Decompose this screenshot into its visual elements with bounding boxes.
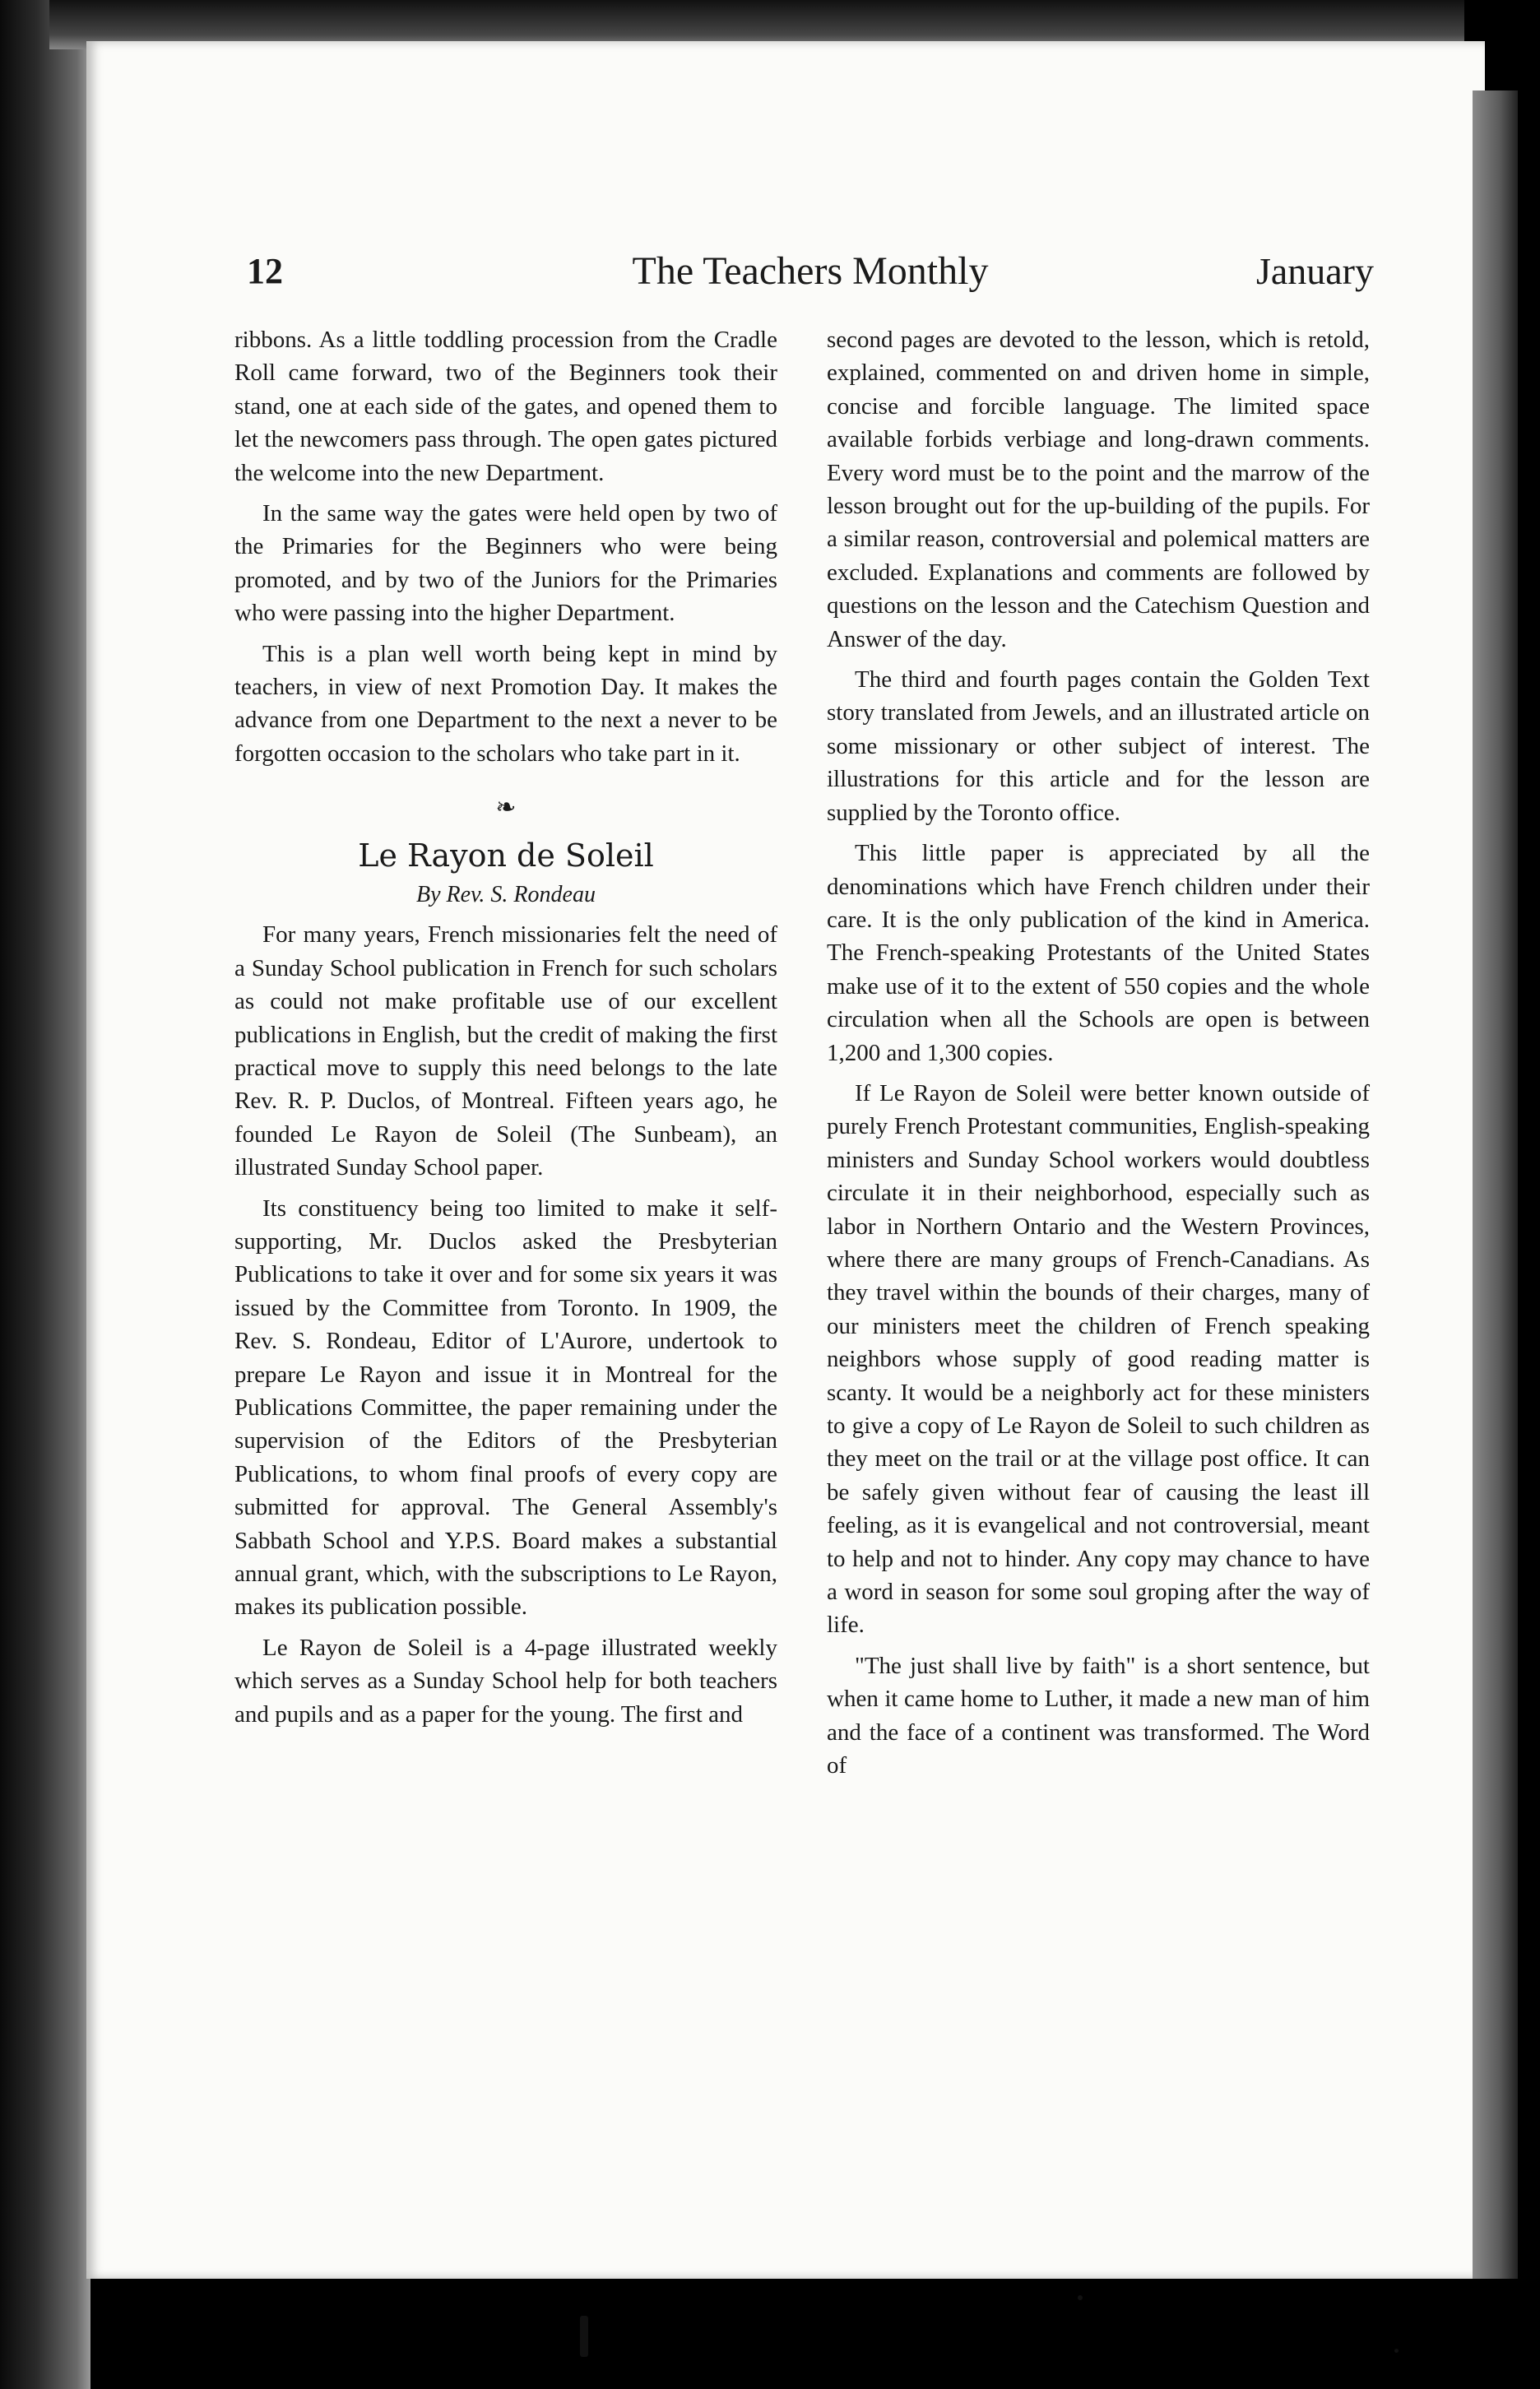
paragraph: This little paper is appreciated by all the denominations which have French children under their care. It is the only publication of the kind in America. The French-speaking Protestants of the United States make use of it to the extent of 550 copies and the whole circulation when all the Schools are open is between 1,200 and 1,300 copies. — [827, 840, 1370, 1066]
paragraph: For many years, French missionaries felt the need of a Sunday School publication in French for such scholars as could not make profitable use of our excellent publications in English, but the credit of making the first practical move to supply this need belongs to the late Rev. R. P. Duclos, of Montreal. Fifteen years ago, he founded Le Rayon de Soleil (The Sunbeam), an illustrated Sunday School paper. — [234, 921, 777, 1181]
page-number: 12 — [247, 251, 283, 291]
article-byline: By Rev. S. Rondeau — [416, 882, 596, 908]
paragraph: "The just shall live by faith" is a short sentence, but when it came home to Luther, it made a new man of him and the face of a continent was transformed. The Word of — [827, 1652, 1370, 1779]
paragraph: If Le Rayon de Soleil were better known outside of purely French Protestant communities, English-speaking ministers and Sunday School workers would doubtless circulate it in their neighborhood, especially such as labor in Northern Ontario and the Western Provinces, where there are many groups of French-Canadians. As they travel within the bounds of their charges, many of our ministers meet the children of French speaking neighbors whose supply of good reading matter is scanty. It would be a neighborly act for these ministers to give a copy of Le Rayon de Soleil to such children as they meet on the trail or at the village post office. It can be safely given without fear of causing the least ill feeling, as it is evangelical and not controversial, meant to help and not to hinder. Any copy may chance to have a word in season for some soul groping after the way of life. — [827, 1079, 1370, 1639]
scan-artifact — [580, 2316, 588, 2357]
left-column — [234, 323, 777, 1731]
paragraph: second pages are devoted to the lesson, which is retold, explained, commented on and driven home in simple, concise and forcible language. The limited space available forbids verbiage and long-drawn comments. Every word must be to the point and the marrow of the lesson brought out for the up-building of the pupils. For a similar reason, controversial and polemical matters are excluded. Explanations and comments are followed by questions on the lesson and the Catechism Question and Answer of the day. — [827, 327, 1370, 652]
section-ornament-icon: ❧ — [495, 794, 517, 822]
article-title: Le Rayon de Soleil — [358, 837, 654, 874]
paragraph: In the same way the gates were held open by two of the Primaries for the Beginners who were being promoted, and by two of the Juniors for the Primaries who were passing into the higher Department. — [234, 500, 777, 627]
page-edge-shadow — [1473, 90, 1518, 2279]
running-header — [247, 247, 1374, 304]
scan-artifact — [1078, 2295, 1083, 2300]
scan-artifact — [1394, 2349, 1399, 2353]
issue-month: January — [1255, 250, 1374, 292]
paragraph: This is a plan well worth being kept in mind by teachers, in view of next Promotion Day. It makes the advance from one Department to the next a never to be forgotten occasion to the scholars who take part in it. — [234, 640, 777, 767]
scan-binding-shadow — [0, 0, 90, 2389]
paragraph: ribbons. As a little toddling procession from the Cradle Roll came forward, two of the Beginners took their stand, one at each side of the gates, and opened them to let the newcomers pass through. The open gates pictured the welcome into the new Department. — [234, 327, 777, 486]
journal-title: The Teachers Monthly — [632, 249, 989, 293]
paragraph: Its constituency being too limited to make it self-supporting, Mr. Duclos asked the Presbyterian Publications to take it over and for some six years it was issued by the Committee from Toronto. In 1909, the Rev. S. Rondeau, Editor of L'Aurore, undertook to prepare Le Rayon and issue it in Montreal for the Publications Committee, the paper remaining under the supervision of the Editors of the Presbyterian Publications, to whom final proofs of every copy are submitted for approval. The General Assembly's Sabbath School and Y.P.S. Board makes a substantial annual grant, which, with the subscriptions to Le Rayon, makes its publication possible. — [234, 1194, 777, 1621]
paragraph: The third and fourth pages contain the Golden Text story translated from Jewels, and an illustrated article on some missionary or other subject of interest. The illustrations for this article and for the lesson are supplied by the Toronto office. — [827, 666, 1370, 826]
right-column — [827, 323, 1370, 1782]
paragraph: Le Rayon de Soleil is a 4-page illustrated weekly which serves as a Sunday School help for both teachers and pupils and as a paper for the young. The first and — [234, 1634, 777, 1728]
